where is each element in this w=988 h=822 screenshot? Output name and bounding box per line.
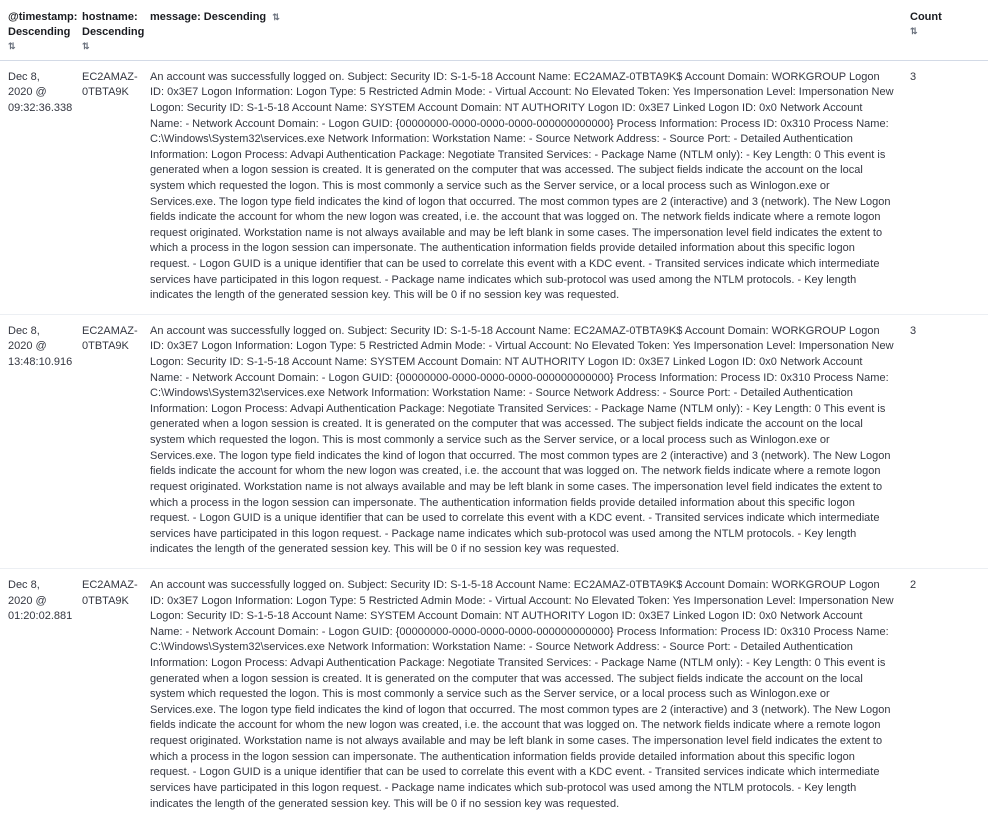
- cell-hostname: EC2AMAZ-0TBTA9K: [82, 578, 138, 607]
- table-row[interactable]: [0, 568, 988, 822]
- cell-timestamp: Dec 8, 2020 @ 09:32:36.338: [0, 60, 74, 314]
- message-text: An account was successfully logged on. Subject: Security ID: S-1-5-18 Account Name: EC2AMAZ-0TBTA9K$ Account Domain: WORKGROUP Logon ID: 0x3E7 Logon Information: Logon Type: 5 Restricted Admin Mode: - Virtual Account: No Elevated Token: Yes Impersonation Level: Impersonation New Logon: Security ID: S-1-5-18 Account Name: SYSTEM Account Domain: NT AUTHORITY Logon ID: 0x3E7 Linked Logon ID: 0x0 Network Account Name: - Network Account Domain: - Logon GUID: {00000000-0000-0000-0000-000000000000} Process Information: Process ID: 0x310 Process Name: C:\Windows\System32\services.exe Network Information: Workstation Name: - Source Network Address: - Source Port: - Detailed Authentication Information: Logon Process: Advapi Authentication Package: Negotiate Transited Services: - Package Name (NTLM only): - Key Length: 0 This event is generated when a logon session is created. It is generated on the computer that was accessed. The subject fields indicate the account on the local system which requested the logon. This is most commonly a service such as the Server service, or a local process such as Winlogon.exe or Services.exe. The logon type field indicates the kind of logon that occurred. The most common types are 2 (interactive) and 3 (network). The New Logon fields indicate the account for whom the new logon was created, i.e. the account that was logged on. The network fields indicate where a remote logon request originated. Workstation name is not always available and may be left blank in some cases. The impersonation level field indicates the extent to which a process in the logon session can impersonate. The authentication information fields provide detailed information about this specific logon request. - Logon GUID is a unique identifier that can be used to correlate this event with a KDC event. - Transited services indicate which intermediate services have participated in this logon request. - Package name indicates which sub-protocol was used among the NTLM protocols. - Key length indicates the length of the generated session key. This will be 0 if no session key was requested.: [150, 324, 894, 556]
- column-header-count-label: Count: [910, 11, 942, 23]
- sort-updown-icon[interactable]: ⇅: [82, 40, 90, 51]
- cell-hostname: EC2AMAZ-0TBTA9K: [74, 314, 142, 568]
- message-text: An account was successfully logged on. Subject: Security ID: S-1-5-18 Account Name: EC2AMAZ-0TBTA9K$ Account Domain: WORKGROUP Logon ID: 0x3E7 Logon Information: Logon Type: 5 Restricted Admin Mode: - Virtual Account: No Elevated Token: Yes Impersonation Level: Impersonation New Logon: Security ID: S-1-5-18 Account Name: SYSTEM Account Domain: NT AUTHORITY Logon ID: 0x3E7 Linked Logon ID: 0x0 Network Account Name: - Network Account Domain: - Logon GUID: {00000000-0000-0000-0000-000000000000} Process Information: Process ID: 0x310 Process Name: C:\Windows\System32\services.exe Network Information: Workstation Name: - Source Network Address: - Source Port: - Detailed Authentication Information: Logon Process: Advapi Authentication Package: Negotiate Transited Services: - Package Name (NTLM only): - Key Length: 0 This event is generated when a logon session is created. It is generated on the computer that was accessed. The subject fields indicate the account on the local system which requested the logon. This is most commonly a service such as the Server service, or a local process such as Winlogon.exe or Services.exe. The logon type field indicates the kind of logon that occurred. The most common types are 2 (interactive) and 3 (network). The New Logon fields indicate the account for whom the new logon was created, i.e. the account that was logged on. The network fields indicate where a remote logon request originated. Workstation name is not always available and may be left blank in some cases. The impersonation level field indicates the extent to which a process in the logon session can impersonate. The authentication information fields provide detailed information about this specific logon request. - Logon GUID is a unique identifier that can be used to correlate this event with a KDC event. - Transited services indicate which intermediate services have participated in this logon request. - Package name indicates which sub-protocol was used among the NTLM protocols. - Key length indicates the length of the generated session key. This will be 0 if no session key was requested.: [150, 70, 894, 302]
- cell-hostname: EC2AMAZ-0TBTA9K: [74, 60, 142, 314]
- table-header: [0, 0, 988, 60]
- cell-count: 3: [902, 60, 988, 314]
- message-text: An account was successfully logged on. Subject: Security ID: S-1-5-18 Account Name: EC2AMAZ-0TBTA9K$ Account Domain: WORKGROUP Logon ID: 0x3E7 Logon Information: Logon Type: 5 Restricted Admin Mode: - Virtual Account: No Elevated Token: Yes Impersonation Level: Impersonation New Logon: Security ID: S-1-5-18 Account Name: SYSTEM Account Domain: NT AUTHORITY Logon ID: 0x3E7 Linked Logon ID: 0x0 Network Account Name: - Network Account Domain: - Logon GUID: {00000000-0000-0000-0000-000000000000} Process Information: Process ID: 0x310 Process Name: C:\Windows\System32\services.exe Network Information: Workstation Name: - Source Network Address: - Source Port: - Detailed Authentication Information: Logon Process: Advapi Authentication Package: Negotiate Transited Services: - Package Name (NTLM only): - Key Length: 0 This event is generated when a logon session is created. It is generated on the computer that was accessed. The subject fields indicate the account on the local system which requested the logon. This is most commonly a service such as the Server service, or a local process such as Winlogon.exe or Services.exe. The logon type field indicates the kind of logon that occurred. The most common types are 2 (interactive) and 3 (network). The New Logon fields indicate the account for whom the new logon was created, i.e. the account that was logged on. The network fields indicate where a remote logon request originated. Workstation name is not always available and may be left blank in some cases. The impersonation level field indicates the extent to which a process in the logon session can impersonate. The authentication information fields provide detailed information about this specific logon request. - Logon GUID is a unique identifier that can be used to correlate this event with a KDC event. - Transited services indicate which intermediate services have participated in this logon request. - Package name indicates which sub-protocol was used among the NTLM protocols. - Key length indicates the length of the generated session key. This will be 0 if no session key was requested.: [150, 578, 894, 810]
- table-row[interactable]: [0, 314, 988, 568]
- cell-message: [142, 60, 902, 314]
- table-row[interactable]: [0, 60, 988, 314]
- cell-count: 2: [910, 578, 917, 591]
- column-header-hostname-label: hostname: Descending: [82, 11, 145, 38]
- column-header-message[interactable]: [142, 0, 902, 60]
- column-header-hostname[interactable]: [74, 0, 145, 60]
- cell-count: 3: [902, 314, 988, 568]
- column-header-timestamp[interactable]: [0, 0, 78, 60]
- cell-message: [142, 314, 902, 568]
- sort-updown-icon[interactable]: ⇅: [272, 12, 280, 22]
- sort-updown-icon[interactable]: ⇅: [910, 25, 918, 36]
- table-body: [0, 60, 988, 822]
- sort-updown-icon[interactable]: ⇅: [8, 40, 16, 51]
- cell-timestamp: Dec 8, 2020 @ 13:48:10.916: [0, 314, 74, 568]
- cell-message: [142, 568, 902, 822]
- column-header-timestamp-label: @timestamp: Descending: [8, 11, 78, 38]
- column-header-message-label: message: Descending: [150, 11, 267, 23]
- column-header-count[interactable]: [902, 0, 988, 60]
- table-header-row: [0, 0, 988, 60]
- cell-timestamp: Dec 8, 2020 @ 01:20:02.881: [8, 578, 73, 623]
